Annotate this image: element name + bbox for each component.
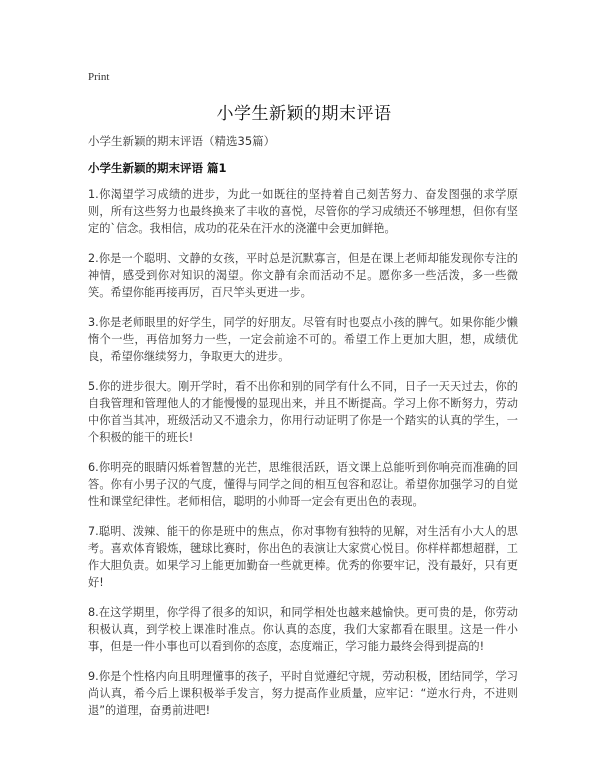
print-link[interactable]: Print — [88, 71, 110, 83]
comment-paragraph: 8.在这学期里，你学得了很多的知识，和同学相处也越来越愉快。更可贵的是，你劳动积极认真，到学校上课准时准点。你认真的态度，我们大家都看在眼里。这是一件小事，但是一件小事也可以看到你的态度，态度端正，学习能力最终会得到提高的! — [88, 606, 518, 653]
section-heading: 小学生新颖的期末评语 篇1 — [88, 161, 227, 175]
comment-paragraph: 3.你是老师眼里的好学生，同学的好朋友。尽管有时也耍点小孩的脾气。如果你能少懒惰个一些，再倍加努力一些，一定会前途不可的。希望工作上更加大胆，想，成绩优良，希望你继续努力，争取更大的进步。 — [88, 316, 518, 363]
comment-paragraph: 6.你明亮的眼睛闪烁着智慧的光芒，思维很活跃，语文课上总能听到你响亮而准确的回答。你有小男子汉的气度，懂得与同学之间的相互包容和忍让。希望你加强学习的自觉性和课堂纪律性。老师相信，聪明的小帅哥一定会有更出色的表现。 — [88, 461, 518, 508]
article-body — [88, 186, 518, 732]
comment-paragraph: 2.你是一个聪明、文静的女孩，平时总是沉默寡言，但是在课上老师却能发现你专注的神情，感受到你对知识的渴望。你文静有余而活动不足。愿你多一些活泼，多一些微笑。希望你能再接再厉，百尺竿头更进一步。 — [88, 252, 518, 299]
comment-paragraph: 7.聪明、泼辣、能干的你是班中的焦点，你对事物有独特的见解，对生活有小大人的思考。喜欢体育锻炼，毽球比赛时，你出色的表演让大家赏心悦目。你样样都想超群，工作大胆负责。如果学习上能更加勤奋一些就更棒。优秀的你要牢记，没有最好，只有更好! — [88, 525, 518, 589]
page-title: 小学生新颖的期末评语 — [216, 104, 392, 124]
comment-paragraph: 5.你的进步很大。刚开学时，看不出你和别的同学有什么不同，日子一天天过去，你的自我管理和管理他人的才能慢慢的显现出来，并且不断提高。学习上你不断努力，劳动中你首当其冲，班级活动又不遗余力，你用行动证明了你是一个踏实的认真的学生，一个积极的能干的班长! — [88, 380, 518, 444]
comment-paragraph: 1.你渴望学习成绩的进步，为此一如既往的坚持着自己刻苦努力、奋发图强的求学原则，所有这些努力也最终换来了丰收的喜悦，尽管你的学习成绩还不够理想，但你有坚定的`信念。我相信，成功的花朵在汗水的浇灌中会更加鲜艳。 — [88, 188, 518, 235]
comment-paragraph: 9.你是个性格内向且明理懂事的孩子，平时自觉遵纪守规，劳动积极，团结同学，学习尚认真，希今后上课积极举手发言，努力提高作业质量，应牢记：“逆水行舟，不进则退”的道理，奋勇前进吧! — [88, 670, 518, 717]
document-subtitle: 小学生新颖的期末评语（精选35篇） — [88, 134, 276, 148]
